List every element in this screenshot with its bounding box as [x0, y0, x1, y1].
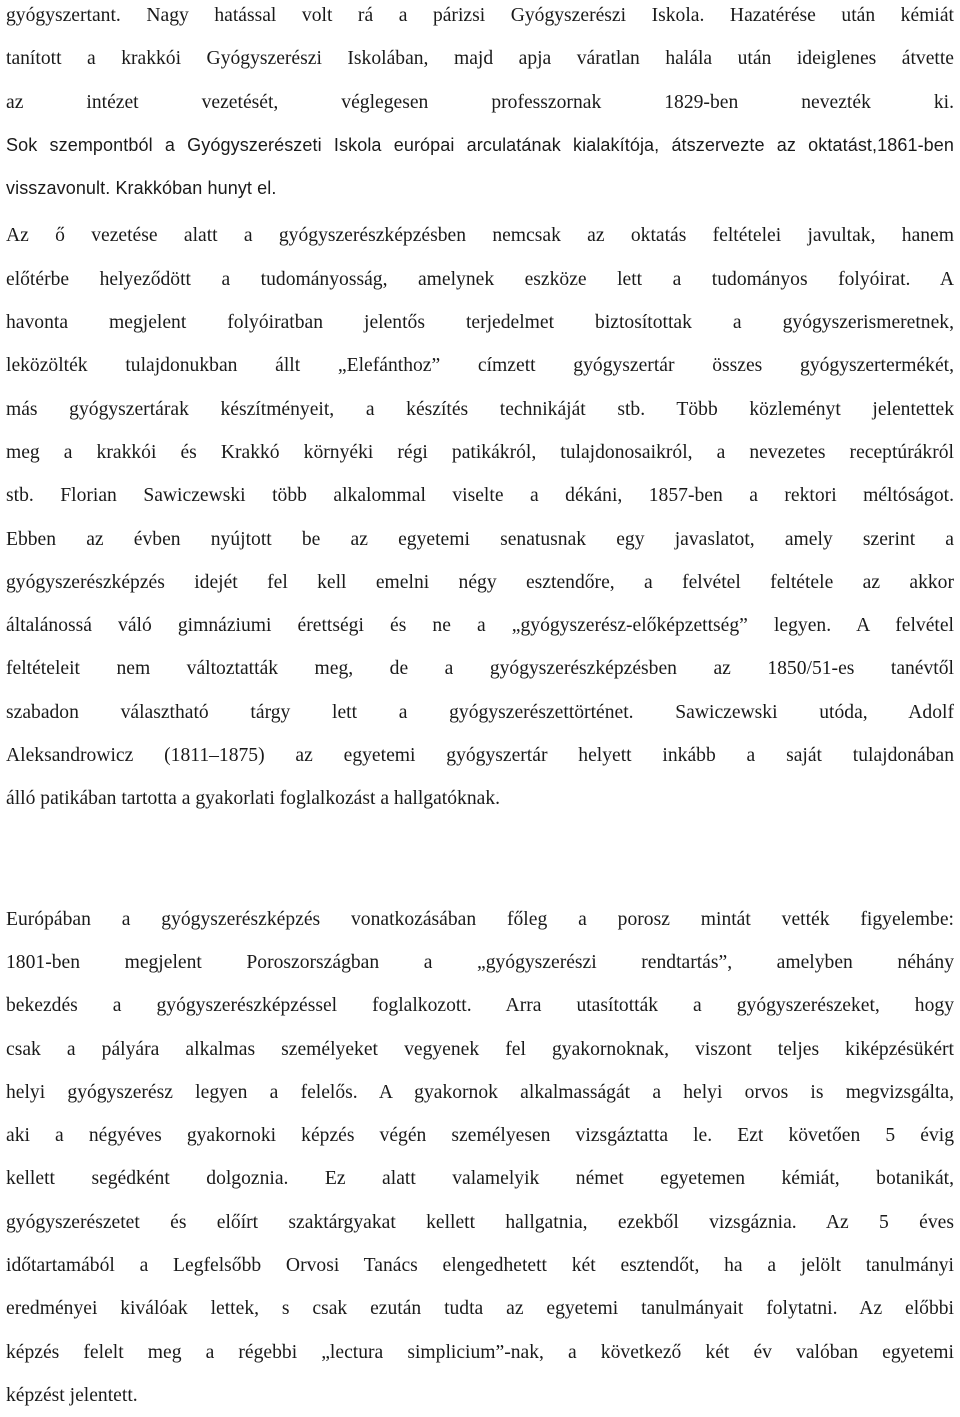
text-line — [6, 81, 954, 124]
text-line: visszavonult. Krakkóban hunyt el. — [6, 178, 277, 199]
text-line: Az ő vezetése alatt a gyógyszerészképzésben nemcsak az oktatás feltételei javultak, hanem — [6, 225, 954, 247]
text-line: Ebben az évben nyújtott be az egyetemi senatusnak egy javaslatot, amely szerint a — [6, 528, 954, 550]
text-line: tanított a krakkói Gyógyszerészi Iskolában, majd apja váratlan halála után ideiglenes átvette — [6, 48, 954, 70]
text-line: leközölték tulajdonukban állt „Elefánthoz” címzett gyógyszertár összes gyógyszertermékét, — [6, 355, 954, 377]
text-line: általánossá váló gimnáziumi érettségi és ne a „gyógyszerész-előképzettség” legyen. A felvétel — [6, 615, 954, 637]
text-line: gyógyszertant. Nagy hatással volt rá a párizsi Gyógyszerészi Iskola. Hazatérése után kémiát — [6, 5, 954, 26]
text-line: eredményei kiválóak lettek, s csak ezután tudta az egyetemi tanulmányait folytatni. Az előbbi — [6, 1298, 954, 1320]
text-line: kellett segédként dolgoznia. Ez alatt valamelyik német egyetemen kémiát, botanikát, — [6, 1168, 954, 1190]
text-line: bekezdés a gyógyszerészképzéssel foglalkozott. Arra utasították a gyógyszerészeket, hogy — [6, 995, 954, 1017]
text-line: szabadon választható tárgy lett a gyógyszerészettörténet. Sawiczewski utóda, Adolf — [6, 701, 954, 723]
text-line: aki a négyéves gyakornoki képzés végén személyesen vizsgáztatta le. Ezt követően 5 évig — [6, 1125, 954, 1147]
text-line: képzés felelt meg a régebbi „lectura simplicium”-nak, a következő két év valóban egyetemi — [6, 1341, 954, 1363]
text-line: gyógyszerészetet és előírt szaktárgyakat kellett hallgatnia, ezekből vizsgáznia. Az 5 éves — [6, 1211, 954, 1233]
paragraph-2 — [6, 214, 954, 820]
paragraph-1 — [6, 0, 954, 124]
text-line: 1801-ben megjelent Poroszországban a „gyógyszerészi rendtartás”, amelyben néhány — [6, 951, 954, 973]
text-line: csak a pályára alkalmas személyeket vegyenek fel gyakornoknak, viszont teljes kiképzésükért — [6, 1038, 954, 1060]
text-line: álló patikában tartotta a gyakorlati foglalkozást a hallgatóknak. — [6, 788, 501, 810]
paragraph-gap — [6, 821, 954, 898]
text-segment: az intézet vezetését, véglegesen professzornak 1829-ben nevezték ki. — [6, 91, 954, 113]
text-line: gyógyszerészképzés idejét fel kell emelni négy esztendőre, a felvétel feltétele az akkor — [6, 571, 954, 593]
text-line: Sok szempontból a Gyógyszerészeti Iskola európai arculatának kialakítója, átszervezte az oktatást,1861-ben — [6, 134, 954, 155]
text-line: más gyógyszertárak készítményeit, a készítés technikáját stb. Több közleményt jelentettek — [6, 398, 954, 420]
paragraph-3 — [6, 898, 954, 1417]
text-line: képzést jelentett. — [6, 1384, 138, 1406]
text-line: helyi gyógyszerész legyen a felelős. A gyakornok alkalmasságát a helyi orvos is megvizsgálta, — [6, 1081, 954, 1103]
text-line: stb. Florian Sawiczewski több alkalommal viselte a dékáni, 1857-ben a rektori méltóságot. — [6, 485, 954, 507]
text-line: feltételeit nem változtatták meg, de a gyógyszerészképzésben az 1850/51-es tanévtől — [6, 658, 954, 680]
text-line: Európában a gyógyszerészképzés vonatkozásában főleg a porosz mintát vették figyelembe: — [6, 908, 954, 930]
text-line: előtérbe helyeződött a tudományosság, amelynek eszköze lett a tudományos folyóirat. A — [6, 268, 954, 290]
text-line: időtartamából a Legfelsőbb Orvosi Tanács elengedhetett két esztendőt, ha a jelölt tanulmányi — [6, 1255, 954, 1277]
text-line: meg a krakkói és Krakkó környéki régi patikákról, tulajdonosaikról, a nevezetes receptúrákról — [6, 441, 954, 463]
text-line: havonta megjelent folyóiratban jelentős terjedelmet biztosítottak a gyógyszerismeretnek, — [6, 312, 954, 334]
paragraph-1-continuation — [6, 124, 954, 211]
text-line: Aleksandrowicz (1811–1875) az egyetemi gyógyszertár helyett inkább a saját tulajdonában — [6, 745, 954, 767]
document-page — [6, 0, 954, 1417]
